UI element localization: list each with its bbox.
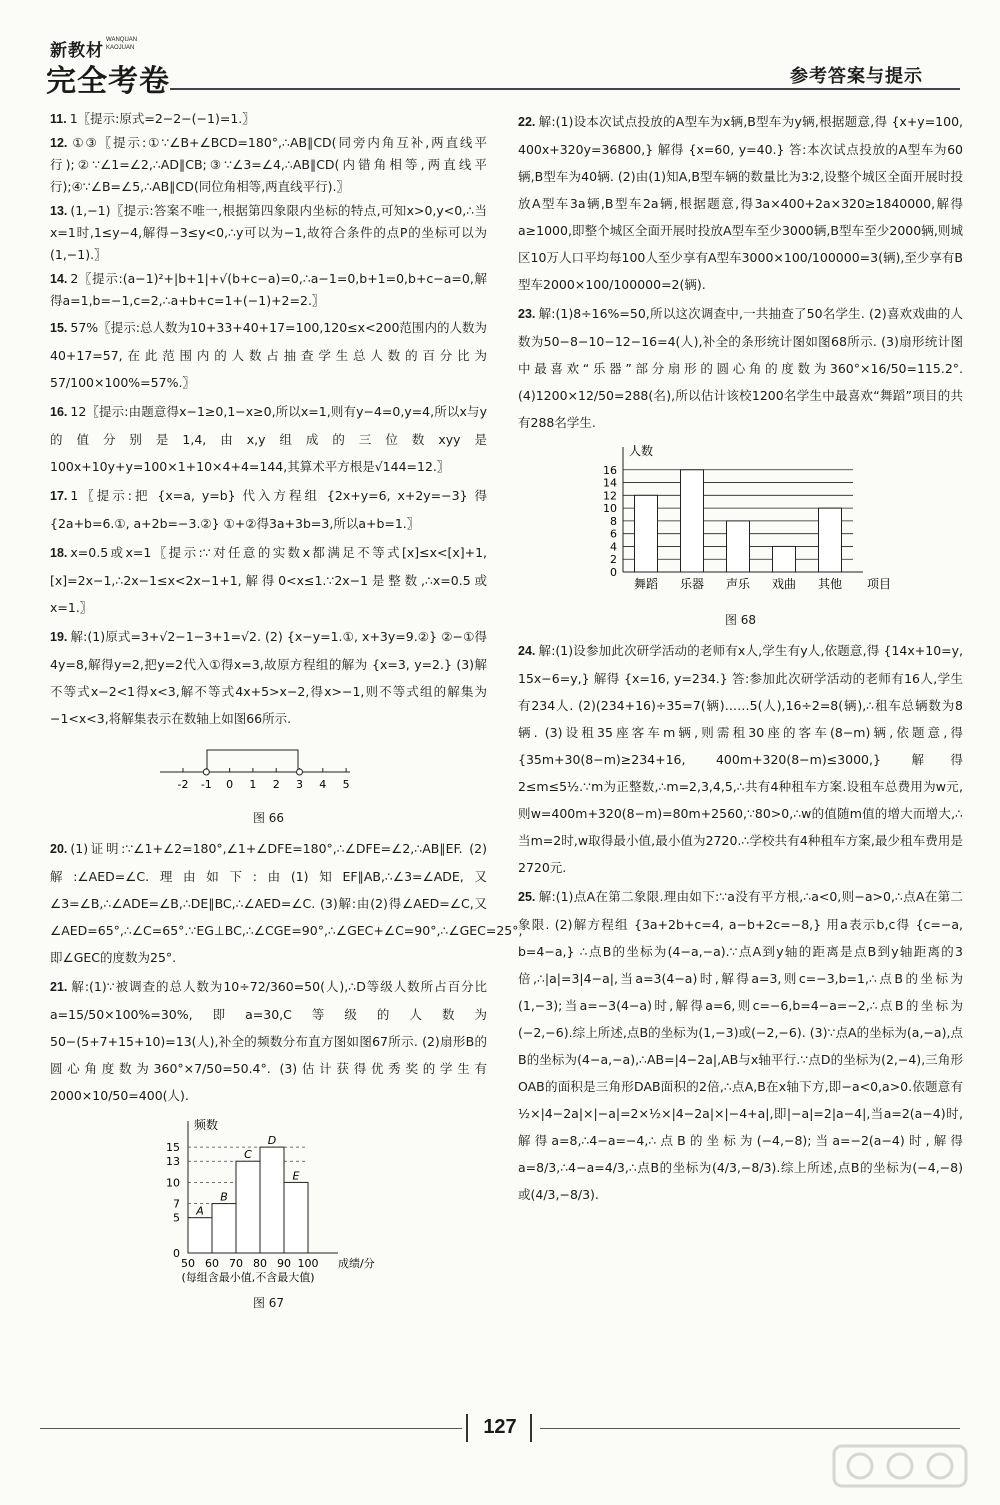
- question-number: 25.: [518, 890, 536, 904]
- answer-text: 解:(1)点A在第二象限.理由如下:∵a没有平方根,∴a<0,则−a>0,∴点A在第二象限. (2)解方程组 {3a+2b+c=4, a−b+2c=−8,} 用a表示b,c得 {c=−a, b=4−a,} ∴点B的坐标为(4−a,−a).∵点A到y轴的距离是点B到y轴距离的3倍,∴|a|=3|4−a|,当a=3(4−a)时,解得a=3,则c=−3,b=1,∴点B的坐标为(1,−3);当a=−3(4−a)时,解得a=6,则c=−6,b=4−a=−2,∴点B的坐标为(−2,−6).综上所述,点B的坐标为(1,−3)或(−2,−6). (3)∵点A的坐标为(a,−a),点B的坐标为(4−a,−a),∴AB=|4−2a|,AB与x轴平行.∵点D的坐标为(2,−4),三角形OAB的面积是三角形DAB面积的2倍,∴点A,B在x轴下方,即−a<0,a>0.依题意有½×|4−2a|×|−a|=2×½×|4−2a|×|−4+a|,即|−a|=2|a−4|,当a=2(a−4)时,解得a=8,∴4−a=−4,∴点B的坐标为(−4,−8);当a=−2(a−4)时,解得a=8/3,∴4−a=4/3,∴点B的坐标为(4/3,−8/3).综上所述,点B的坐标为(−4,−8)或(4/3,−8/3).: [518, 889, 963, 1202]
- bar-label: E: [292, 1169, 300, 1183]
- y-tick-label: 7: [173, 1197, 180, 1211]
- question-number: 17.: [50, 489, 68, 503]
- x-tick-label: 50: [181, 1257, 195, 1270]
- answer-12: [50, 132, 487, 198]
- answer-text: 1〖提示:原式=2−2−(−1)=1.〗: [69, 111, 255, 126]
- logo-pinyin-2: KAOJUAN: [106, 45, 135, 51]
- bar-label: A: [196, 1204, 204, 1218]
- y-axis-label: 频数: [194, 1118, 219, 1132]
- figure-66: [50, 736, 487, 829]
- answer-20: [50, 835, 523, 971]
- answer-14: [50, 268, 487, 312]
- answer-text: 1〖提示:把 {x=a, y=b} 代入方程组 {2x+y=6, x+2y=−3} 得 {2a+b=6.①, a+2b=−3.②} ①+②得3a+3b=3,所以a+b=1.〗: [50, 488, 487, 531]
- answer-text: x=0.5或x=1〖提示:∵对任意的实数x都满足不等式[x]≤x<[x]+1,[x]=2x−1,∴2x−1≤x<2x−1+1,解得0<x≤1.∵2x−1是整数,∴x=0.5或x=1.〗: [50, 545, 487, 615]
- logo-title: 完全考卷: [46, 64, 170, 99]
- answer-16: [50, 398, 487, 480]
- answer-11: [50, 108, 487, 130]
- y-tick-label: 12: [603, 489, 617, 503]
- question-number: 12.: [50, 136, 68, 150]
- x-tick-label: 70: [229, 1257, 243, 1270]
- question-number: 16.: [50, 405, 68, 419]
- y-axis-label: 人数: [629, 444, 654, 458]
- y-tick-label: 2: [610, 553, 617, 567]
- logo-subtitle: 新教材: [50, 41, 104, 61]
- chart-note: (每组含最小值,不含最大值): [181, 1271, 315, 1283]
- question-number: 11.: [50, 112, 67, 126]
- bar-乐器: [681, 470, 704, 572]
- y-tick-label: 16: [603, 463, 617, 477]
- figure-caption: 图 67: [252, 1296, 285, 1310]
- endpoint-open-circle: [203, 769, 209, 775]
- y-tick-label: 0: [173, 1247, 180, 1260]
- question-number: 21.: [50, 980, 68, 994]
- answer-text: 2〖提示:(a−1)²+|b+1|+√(b+c−a)=0,∴a−1=0,b+1=0,b+c−a=0,解得a=1,b=−1,c=2,∴a+b+c=1+(−1)+2=2.〗: [50, 271, 487, 308]
- tick-label: 1: [249, 778, 257, 791]
- figure-caption: 图 66: [252, 811, 285, 825]
- answer-text: 解:(1)原式=3+√2−1−3+1=√2. (2) {x−y=1.①, x+3y=9.②} ②−①得4y=8,解得y=2,把y=2代入①得x=3,故原方程组的解为 {x=3, y=2.} (3)解不等式x−2<1得x<3,解不等式4x+5>x−2,得x>−1,则不等式组的解集为−1<x<3,将解集表示在数轴上如图66所示.: [50, 629, 487, 726]
- bar-chart: [518, 440, 963, 600]
- answer-text: (1,−1)〖提示:答案不唯一,根据第四象限内坐标的特点,可知x>0,y<0,∴当x=1时,1≤y−4,解得−3≤y<0,∴y可以为−1,故符合条件的点P的坐标可以为(1,−1).〗: [50, 203, 487, 262]
- tick-label: -1: [200, 778, 212, 791]
- section-title: 参考答案与提示: [790, 66, 923, 87]
- y-tick-label: 6: [610, 527, 617, 541]
- histogram-bar-A: [188, 1218, 212, 1253]
- logo-pinyin-1: WANQUAN: [106, 37, 138, 43]
- question-number: 24.: [518, 644, 536, 658]
- page-header: [0, 0, 1000, 100]
- x-tick-label: 100: [297, 1257, 319, 1270]
- footer-rule-right: [540, 1428, 960, 1429]
- endpoint-open-circle: [297, 769, 303, 775]
- answer-text: 57%〖提示:总人数为10+33+40+17=100,120≤x<200范围内的人数为40+17=57,在此范围内的人数占抽查学生总人数的百分比为57/100×100%=57%.〗: [50, 320, 487, 390]
- header-rule: [170, 88, 960, 90]
- right-column: [518, 108, 963, 1210]
- question-number: 15.: [50, 321, 68, 335]
- logo-pinyin: [106, 36, 137, 52]
- bar-label: D: [267, 1134, 277, 1148]
- category-label: 声乐: [725, 577, 751, 591]
- answer-24: [518, 637, 963, 881]
- answer-13: [50, 200, 487, 266]
- answer-text: 解:(1)∵被调查的总人数为10÷72/360=50(人),∴D等级人数所占百分比a=15/50×100%=30%,即a=30,C等级的人数为50−(5+7+15+10)=13(人),补全的频数分布直方图如图67所示. (2)扇形B的圆心角度数为360°×7/50=50.4°. (3)估计获得优秀奖的学生有2000×10/50=400(人).: [50, 979, 487, 1103]
- category-label: 乐器: [679, 577, 705, 591]
- tick-label: 4: [319, 778, 327, 791]
- answer-18: [50, 539, 487, 621]
- number-line: [50, 736, 487, 798]
- answer-19: [50, 623, 487, 732]
- page-bar-left: [466, 1414, 468, 1442]
- watermark-logo: [830, 1440, 970, 1500]
- tick-label: 0: [226, 778, 234, 791]
- answer-17: [50, 482, 487, 537]
- y-tick-label: 8: [610, 514, 617, 528]
- y-tick-label: 0: [610, 566, 617, 579]
- bar-其他: [819, 508, 842, 572]
- answer-text: (1)证明:∵∠1+∠2=180°,∠1+∠DFE=180°,∴∠DFE=∠2,∴AB∥EF. (2)解:∠AED=∠C.理由如下:由(1)知EF∥AB,∴∠3=∠ADE,又∠3=∠B,∴∠ADE=∠B,∴DE∥BC,∴∠AED=∠C. (3)解:由(2)得∠AED=∠C,又∠AED=65°,∴∠C=65°.∵EG⊥BC,∴∠CGE=90°,∴∠GEC+∠C=90°,∴∠GEC=25°,即∠GEC的度数为25°.: [50, 841, 523, 965]
- answer-22: [518, 108, 963, 298]
- x-tick-label: 60: [205, 1257, 219, 1270]
- left-column: [50, 108, 523, 1320]
- answer-text: 解:(1)8÷16%=50,所以这次调查中,一共抽查了50名学生. (2)喜欢戏曲的人数为50−8−10−12−16=4(人),补全的条形统计图如图68所示. (3)扇形统计图中最喜欢“乐器”部分扇形的圆心角的度数为360°×16/50=115.2°. (4)1200×12/50=288(名),所以估计该校1200名学生中最喜欢“舞蹈”项目的共有288名学生.: [518, 306, 963, 430]
- figure-caption: 图 68: [724, 613, 757, 627]
- x-tick-label: 90: [277, 1257, 291, 1270]
- answer-15: [50, 314, 487, 396]
- question-number: 20.: [50, 842, 68, 856]
- tick-label: 5: [342, 778, 350, 791]
- tick-label: -2: [177, 778, 189, 791]
- question-number: 23.: [518, 307, 536, 321]
- question-number: 13.: [50, 204, 68, 218]
- bar-声乐: [727, 521, 750, 572]
- y-tick-label: 10: [166, 1176, 180, 1190]
- y-tick-label: 10: [603, 502, 617, 516]
- category-label: 其他: [817, 577, 843, 591]
- tick-label: 2: [272, 778, 280, 791]
- figure-68: [518, 440, 963, 631]
- page-number: 127: [483, 1416, 517, 1438]
- category-label: 舞蹈: [633, 577, 659, 591]
- answer-text: 解:(1)设参加此次研学活动的老师有x人,学生有y人,依题意,得 {14x+10=y, 15x−6=y,} 解得 {x=16, y=234.} 答:参加此次研学活动的老师有16人,学生有234人. (2)(234+16)÷35=7(辆)……5(人),16÷2=8(辆),∴租车总辆数为8辆. (3)设租35座客车m辆,则需租30座的客车(8−m)辆,依题意,得 {35m+30(8−m)≥234+16, 400m+320(8−m)≤3000,} 解得2≤m≤5½.∵m为正整数,∴m=2,3,4,5,∴共有4种租车方案.设租车总费用为w元,则w=400m+320(8−m)=80m+2560,∵80>0,∴w的值随m值的增大而增大,∴当m=2时,w取得最小值,最小值为2720.∴学校共有4种租车方案,最少租车费用是2720元.: [518, 643, 963, 875]
- figure-67: [50, 1113, 487, 1314]
- tick-label: 3: [296, 778, 303, 791]
- bar-舞蹈: [635, 495, 658, 572]
- histogram-bar-C: [236, 1161, 260, 1253]
- y-tick-label: 5: [173, 1211, 180, 1225]
- bar-戏曲: [773, 546, 796, 572]
- answer-text: 解:(1)设本次试点投放的A型车为x辆,B型车为y辆,根据题意,得 {x+y=100, 400x+320y=36800,} 解得 {x=60, y=40.} 答:本次试点投放的A型车为60辆,B型车为40辆. (2)由(1)知A,B型车辆的数量比为3∶2,设整个城区全面开展时投放A型车3a辆,B型车2a辆,根据题意,得3a×400+2a×320≥1840000,解得a≥1000,即整个城区全面开展时投放A型车至少3000辆,B型车至少2000辆,则城区10万人口平均每100人至少享有A型车3000×100/100000=3(辆),至少享有B型车2000×100/100000=2(辆).: [518, 114, 963, 292]
- bar-label: C: [244, 1148, 252, 1162]
- answer-text: 12〖提示:由题意得x−1≥0,1−x≥0,所以x=1,则有y−4=0,y=4,所以x与y的值分别是1,4,由x,y组成的三位数xyy是100x+10y+y=100×1+10×4+4=144,其算术平方根是√144=12.〗: [50, 404, 487, 474]
- answer-text: ①③〖提示:①∵∠B+∠BCD=180°,∴AB∥CD(同旁内角互补,两直线平行);②∵∠1=∠2,∴AD∥CB;③∵∠3=∠4,∴AB∥CD(内错角相等,两直线平行);④∵∠B=∠5,∴AB∥CD(同位角相等,两直线平行).〗: [50, 135, 487, 194]
- x-tick-label: 80: [253, 1257, 267, 1270]
- y-tick-label: 4: [610, 540, 617, 554]
- histogram-chart: [50, 1113, 487, 1283]
- y-tick-label: 14: [603, 476, 617, 490]
- category-label: 戏曲: [771, 577, 797, 591]
- histogram-bar-E: [284, 1182, 308, 1253]
- question-number: 22.: [518, 115, 536, 129]
- question-number: 18.: [50, 546, 68, 560]
- page-bar-right: [530, 1414, 532, 1442]
- question-number: 14.: [50, 272, 68, 286]
- x-axis-label: 成绩/分: [338, 1257, 375, 1270]
- histogram-bar-B: [212, 1204, 236, 1253]
- answer-25: [518, 883, 963, 1208]
- answer-21: [50, 973, 487, 1109]
- answer-23: [518, 300, 963, 436]
- x-axis-label: 项目: [867, 577, 892, 591]
- footer-rule-left: [40, 1428, 462, 1429]
- y-tick-label: 15: [166, 1141, 180, 1155]
- question-number: 19.: [50, 630, 68, 644]
- y-tick-label: 13: [166, 1155, 180, 1169]
- bar-label: B: [220, 1190, 228, 1204]
- histogram-bar-D: [260, 1147, 284, 1253]
